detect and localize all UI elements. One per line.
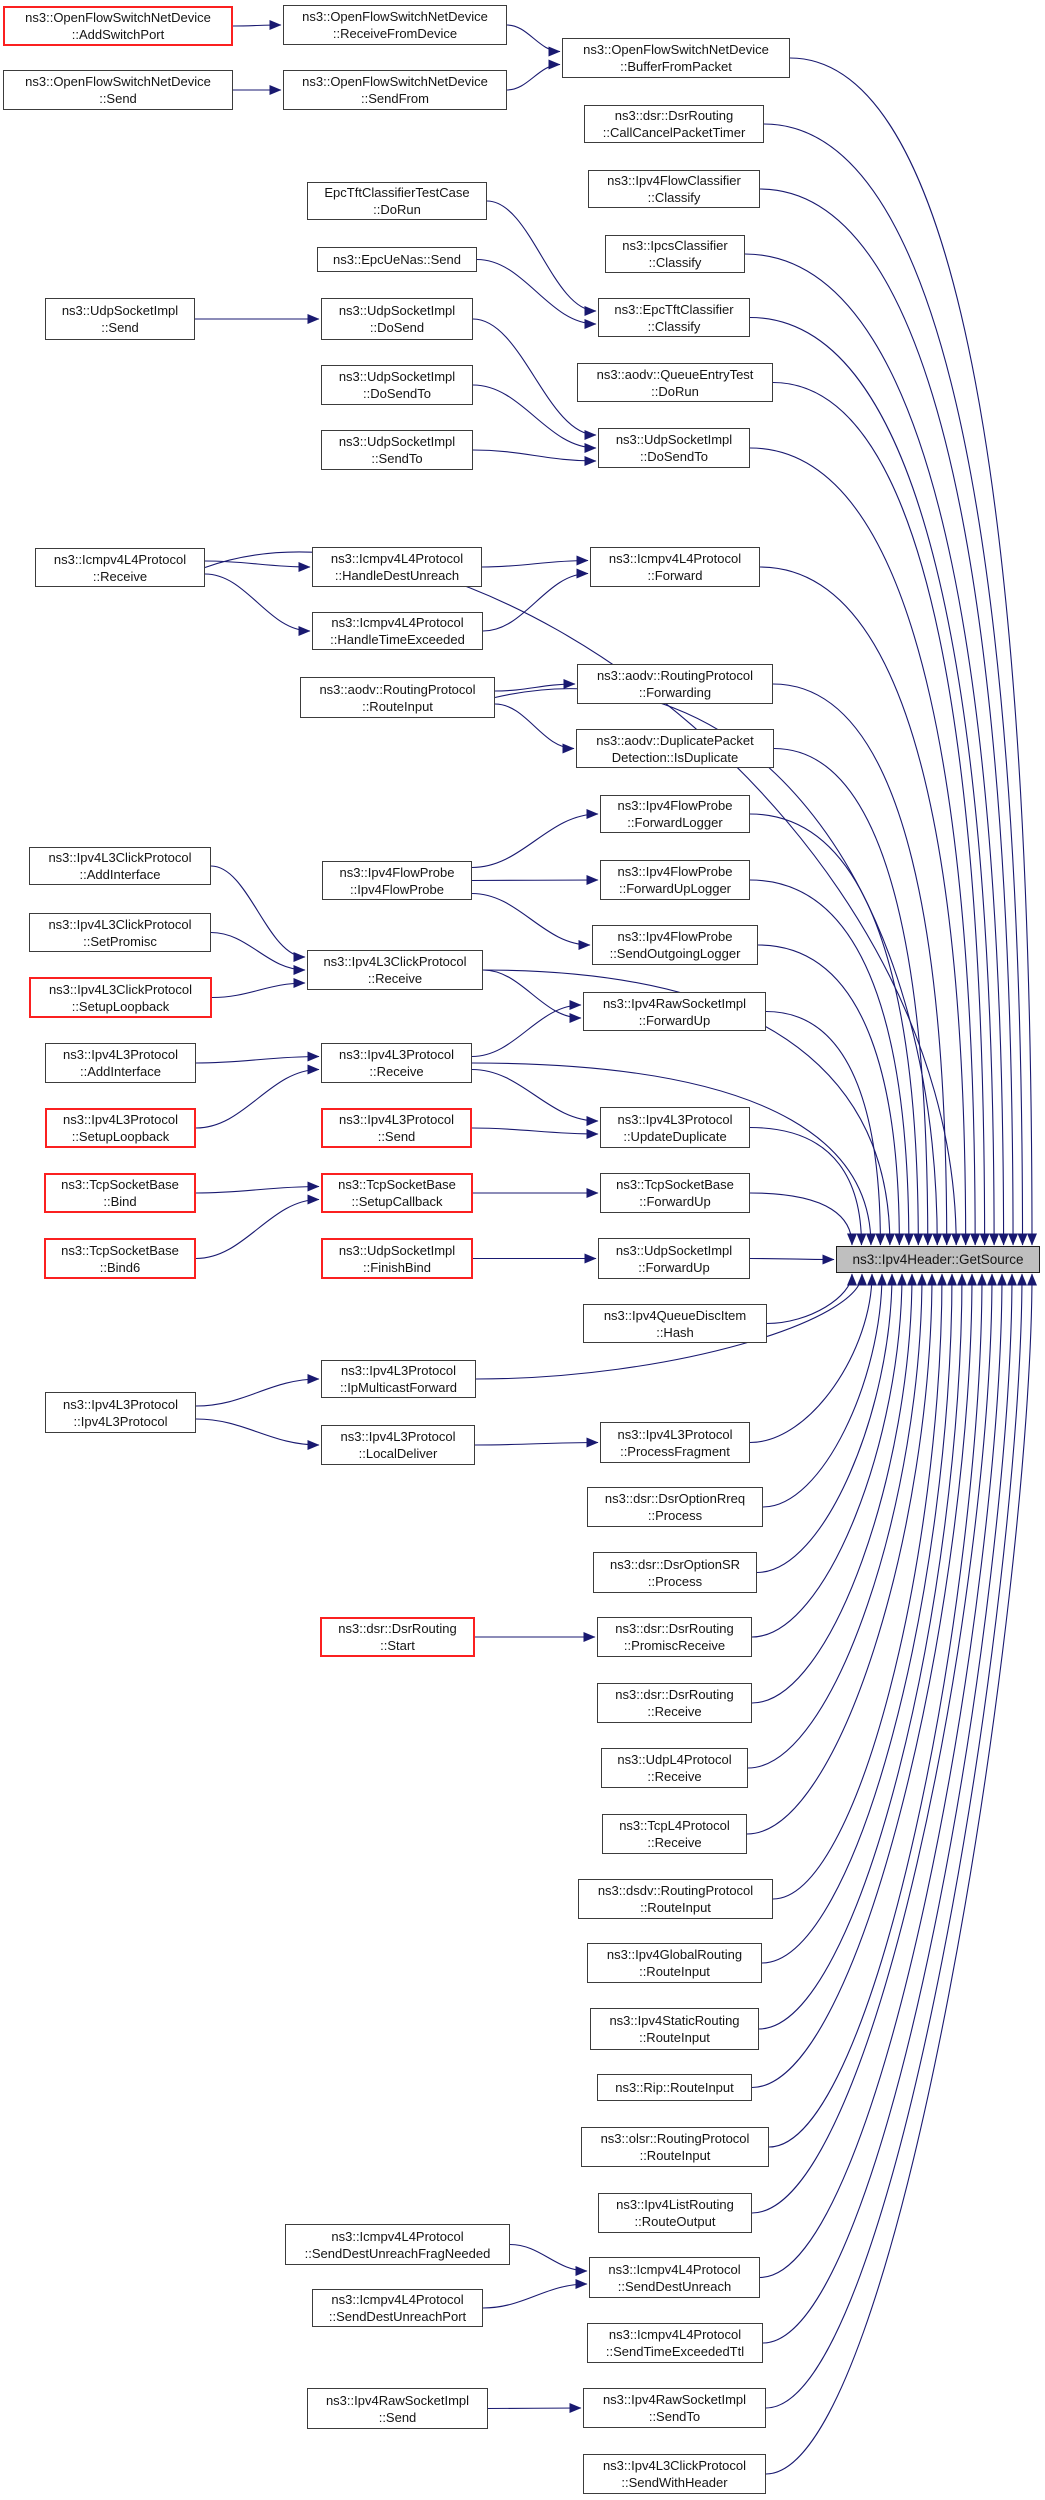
graph-node-label: ns3::IpcsClassifier bbox=[622, 238, 728, 253]
call-edge bbox=[752, 1274, 972, 2088]
graph-node-ipv4l3-send[interactable] bbox=[321, 1108, 472, 1148]
graph-node-rawsocket-sendto[interactable] bbox=[583, 2388, 766, 2428]
graph-node-label: ::SetPromisc bbox=[83, 933, 157, 949]
graph-node-label: ns3::OpenFlowSwitchNetDevice bbox=[302, 9, 488, 24]
call-edge bbox=[750, 1259, 834, 1260]
call-edge bbox=[196, 1200, 319, 1259]
call-edge bbox=[774, 749, 928, 1246]
call-edge bbox=[472, 894, 590, 946]
graph-node-flowprobe-sendoutgoinglogger[interactable] bbox=[592, 925, 758, 965]
graph-node-udpsocketimpl-sendto-mid[interactable] bbox=[321, 430, 473, 470]
graph-node-dsr-callcancelpackettimer[interactable] bbox=[584, 105, 764, 143]
graph-node-label: ns3::Ipv4L3Protocol bbox=[63, 1112, 178, 1127]
call-edge bbox=[472, 1128, 598, 1134]
graph-node-label: ns3::OpenFlowSwitchNetDevice bbox=[25, 10, 211, 25]
graph-node-ipv4l3-ctor[interactable] bbox=[45, 1392, 196, 1433]
graph-node-label: ns3::dsr::DsrOptionSR bbox=[609, 1556, 741, 1572]
call-edge bbox=[495, 689, 937, 1245]
call-edge bbox=[475, 1443, 598, 1446]
graph-node-tcp-bind[interactable] bbox=[44, 1173, 196, 1213]
graph-node-label: ns3::dsr::DsrRouting bbox=[614, 108, 734, 123]
call-edge bbox=[495, 704, 574, 749]
graph-node-label: ::Ipv4FlowProbe bbox=[350, 881, 444, 897]
call-edge bbox=[196, 1057, 319, 1064]
graph-node-label: ns3::Ipv4StaticRouting bbox=[609, 2013, 740, 2028]
graph-node-aodv-isduplicate[interactable] bbox=[576, 729, 774, 768]
graph-node-epctftclassifiertestcase-dorun[interactable] bbox=[307, 182, 487, 220]
graph-node-label: ns3::TcpSocketBase bbox=[61, 1242, 179, 1258]
graph-node-flowprobe-ipv4flowprobe[interactable] bbox=[322, 861, 472, 900]
call-edge bbox=[483, 2284, 587, 2308]
graph-node-label: ns3::aodv::RoutingProtocol bbox=[319, 681, 476, 697]
graph-node-label: ::Ipv4L3Protocol bbox=[73, 1413, 168, 1429]
graph-node-label: ns3::Ipv4L3Protocol bbox=[341, 1363, 456, 1378]
call-edge bbox=[748, 1274, 922, 1768]
graph-node-flowprobe-forwarduplogger[interactable] bbox=[600, 860, 750, 900]
graph-node-label: ::PromiscReceive bbox=[623, 1638, 726, 1653]
graph-node-label: ::Send bbox=[377, 1129, 416, 1144]
graph-node-dsr-start[interactable] bbox=[320, 1617, 475, 1657]
graph-node-click-addinterface[interactable] bbox=[29, 847, 211, 885]
graph-node-label: ns3::dsr::DsrRouting bbox=[338, 1621, 457, 1636]
graph-node-label: ::AddSwitchPort bbox=[71, 27, 165, 42]
graph-node-label: ns3::dsr::DsrOptionRreq bbox=[604, 1491, 746, 1506]
graph-node-label: ns3::Rip::RouteInput bbox=[615, 2080, 734, 2095]
graph-node-udp-forwardup[interactable] bbox=[598, 1238, 750, 1279]
call-edge bbox=[196, 1187, 319, 1194]
call-edge bbox=[759, 1274, 962, 2029]
graph-node-label: ns3::Ipv4RawSocketImpl bbox=[325, 2392, 470, 2408]
graph-node-label: ::Process bbox=[647, 1573, 703, 1589]
graph-node-epctftclassifier-classify[interactable] bbox=[598, 298, 750, 337]
graph-node-label: ::ForwardUp bbox=[638, 1012, 711, 1028]
call-edge bbox=[472, 1063, 871, 1245]
graph-node-click-sendwithheader[interactable] bbox=[583, 2454, 766, 2494]
graph-node-ipv4l3-updateduplicate[interactable] bbox=[600, 1107, 750, 1148]
graph-node-ofs-addswitchport[interactable] bbox=[3, 6, 233, 46]
call-edge bbox=[750, 1193, 852, 1245]
graph-node-label: ::SendWithHeader bbox=[621, 2475, 728, 2490]
graph-node-label: ns3::Icmpv4L4Protocol bbox=[608, 2327, 742, 2342]
graph-node-label: ::DoSendTo bbox=[363, 386, 431, 401]
graph-node-label: ns3::Ipv4FlowClassifier bbox=[607, 173, 741, 188]
graph-node-label: ::ForwardLogger bbox=[627, 815, 723, 830]
graph-node-label: ns3::Ipv4Header::GetSource bbox=[852, 1252, 1024, 1267]
graph-node-label: ::Start bbox=[380, 1638, 415, 1653]
call-edge bbox=[750, 1274, 872, 1443]
graph-node-label: ns3::Ipv4RawSocketImpl bbox=[602, 995, 747, 1011]
call-edge bbox=[488, 2408, 581, 2409]
graph-node-label: ns3::TcpSocketBase bbox=[616, 1177, 734, 1192]
graph-node-label: ns3::UdpSocketImpl bbox=[615, 1242, 733, 1258]
graph-node-label: ::Send bbox=[101, 320, 139, 335]
graph-node-label: ::DoRun bbox=[651, 383, 699, 399]
graph-node-label: ns3::Icmpv4L4Protocol bbox=[331, 615, 464, 630]
graph-node-label: ::Send bbox=[378, 2409, 417, 2425]
call-edge bbox=[196, 1419, 319, 1445]
graph-node-label: ns3::dsr::DsrRouting bbox=[615, 1687, 734, 1702]
graph-node-label: ns3::Ipv4GlobalRouting bbox=[606, 1947, 743, 1962]
graph-node-icmpv4-senddestunreach[interactable] bbox=[589, 2257, 760, 2298]
graph-node-udpsocketimpl-send[interactable] bbox=[45, 298, 195, 340]
graph-node-label: ns3::Ipv4L3Protocol bbox=[339, 1112, 454, 1127]
graph-node-label: ns3::dsdv::RoutingProtocol bbox=[597, 1883, 754, 1898]
graph-node-dsr-receive[interactable] bbox=[597, 1683, 752, 1723]
graph-node-label: ns3::Ipv4L3Protocol bbox=[339, 1047, 454, 1062]
graph-node-label: ::Receive bbox=[647, 1704, 702, 1719]
call-edge bbox=[773, 1274, 942, 1899]
graph-node-dsr-optionsr-process[interactable] bbox=[593, 1552, 757, 1593]
graph-node-epcuenas-send[interactable] bbox=[317, 247, 477, 272]
graph-node-label: ::RouteInput bbox=[362, 698, 433, 714]
graph-node-label: ::AddInterface bbox=[79, 867, 161, 882]
call-edge bbox=[196, 1379, 319, 1406]
graph-node-dsr-promiscreceive[interactable] bbox=[597, 1617, 752, 1657]
graph-node-label: ns3::Ipv4FlowProbe bbox=[339, 864, 455, 880]
graph-node-label: ns3::Ipv4L3ClickProtocol bbox=[48, 916, 192, 932]
graph-node-label: ::LocalDeliver bbox=[358, 1446, 438, 1461]
call-edge bbox=[211, 866, 305, 957]
graph-node-label: ::Receive bbox=[369, 1064, 424, 1079]
call-edge bbox=[211, 933, 305, 971]
graph-node-label: ::UpdateDuplicate bbox=[623, 1128, 727, 1144]
call-edge bbox=[757, 1274, 892, 1573]
graph-node-label: ::Forward bbox=[647, 568, 703, 583]
target-function-node bbox=[836, 1246, 1040, 1273]
call-edge bbox=[205, 552, 956, 1245]
call-edge bbox=[510, 2245, 587, 2272]
graph-node-label: ::BufferFromPacket bbox=[620, 59, 732, 74]
graph-node-label: ns3::Icmpv4L4Protocol bbox=[608, 2261, 741, 2277]
graph-node-label: ::SendTo bbox=[648, 2409, 701, 2424]
call-edge bbox=[758, 945, 899, 1245]
graph-node-tcp-setupcallback[interactable] bbox=[321, 1173, 473, 1213]
graph-node-ofs-receivefromdevice[interactable] bbox=[283, 5, 507, 45]
graph-node-label: ::ForwardUp bbox=[639, 1194, 711, 1209]
graph-node-icmpv4-handledestunreach[interactable] bbox=[312, 547, 482, 587]
call-edge bbox=[750, 448, 975, 1245]
graph-node-label: ::SendTimeExceededTtl bbox=[605, 2344, 745, 2359]
graph-node-label: ns3::UdpSocketImpl bbox=[338, 1242, 456, 1258]
graph-node-label: ::RouteInput bbox=[639, 2030, 710, 2045]
graph-node-label: ns3::Ipv4L3Protocol bbox=[63, 1047, 178, 1062]
call-edge bbox=[233, 25, 281, 26]
graph-node-label: ns3::Ipv4QueueDiscItem bbox=[603, 1307, 747, 1323]
graph-node-label: ns3::Ipv4L3ClickProtocol bbox=[602, 2458, 747, 2473]
call-edge bbox=[766, 1012, 880, 1246]
graph-node-label: ::SendDestUnreachFragNeeded bbox=[304, 2245, 491, 2261]
graph-node-label: ::ForwardUp bbox=[638, 1259, 710, 1275]
graph-node-label: ns3::Icmpv4L4Protocol bbox=[53, 551, 187, 567]
call-edge bbox=[750, 814, 918, 1245]
call-edge bbox=[212, 983, 305, 998]
graph-node-label: ::HandleDestUnreach bbox=[334, 568, 460, 583]
graph-node-icmpv4-senddestunreachfragneeded[interactable] bbox=[285, 2224, 510, 2265]
graph-node-label: ::Receive bbox=[647, 1835, 702, 1850]
call-edge bbox=[196, 1070, 319, 1129]
graph-node-dsr-optionrreq-process[interactable] bbox=[587, 1487, 763, 1527]
call-edge bbox=[473, 450, 596, 461]
call-edge bbox=[472, 1070, 598, 1122]
graph-node-icmpv4-handletimeexceeded[interactable] bbox=[312, 612, 483, 650]
call-edge bbox=[507, 65, 560, 91]
graph-node-label: ::Hash bbox=[656, 1324, 694, 1340]
graph-node-ipv4l3-localdeliver[interactable] bbox=[321, 1425, 475, 1465]
graph-node-ofs-bufferfrompacket[interactable] bbox=[562, 38, 790, 78]
graph-node-rawsocket-forwardup[interactable] bbox=[583, 992, 766, 1031]
graph-node-label: ns3::Ipv4FlowProbe bbox=[617, 798, 733, 813]
call-edge bbox=[507, 25, 560, 52]
graph-node-label: ::Send bbox=[99, 91, 137, 106]
graph-node-ipv4list-routeoutput[interactable] bbox=[598, 2193, 752, 2233]
graph-node-label: ::DoSend bbox=[369, 320, 425, 335]
graph-node-label: ns3::Ipv4FlowProbe bbox=[617, 929, 733, 944]
call-edge bbox=[773, 383, 985, 1246]
call-edge bbox=[760, 567, 966, 1245]
graph-node-label: ::Classify bbox=[647, 190, 701, 205]
graph-node-label: ns3::EpcTftClassifier bbox=[614, 301, 734, 317]
graph-node-label: ::SendDestUnreachPort bbox=[328, 2309, 467, 2324]
graph-node-udpl4-receive[interactable] bbox=[601, 1748, 748, 1788]
graph-node-udpsocketimpl-dosendto[interactable] bbox=[598, 428, 750, 468]
graph-node-ipv4global-routeinput[interactable] bbox=[587, 1943, 762, 1983]
graph-node-label: ns3::Ipv4L3Protocol bbox=[63, 1396, 178, 1412]
graph-node-label: ::Classify bbox=[647, 318, 701, 334]
graph-node-ofs-sendfrom[interactable] bbox=[283, 70, 507, 110]
graph-node-label: ::IpMulticastForward bbox=[339, 1380, 458, 1395]
graph-node-label: ns3::Ipv4RawSocketImpl bbox=[602, 2392, 747, 2407]
graph-node-label: ns3::UdpSocketImpl bbox=[61, 303, 179, 318]
graph-node-label: ns3::Ipv4L3Protocol bbox=[617, 1111, 733, 1127]
graph-node-click-setuploopback[interactable] bbox=[29, 977, 212, 1018]
graph-node-label: ::SendDestUnreach bbox=[617, 2278, 732, 2294]
call-edge bbox=[750, 318, 994, 1246]
graph-node-icmpv4-forward[interactable] bbox=[590, 547, 760, 587]
graph-node-olsr-routeinput[interactable] bbox=[581, 2127, 769, 2167]
graph-node-label: ::SetupLoopback bbox=[71, 1129, 170, 1144]
graph-node-label: ns3::OpenFlowSwitchNetDevice bbox=[583, 42, 769, 57]
graph-node-aodv-routeinput[interactable] bbox=[300, 677, 495, 718]
graph-node-label: ::ForwardUpLogger bbox=[619, 881, 731, 896]
call-edge bbox=[752, 1274, 912, 1703]
graph-node-queuedisc-hash[interactable] bbox=[583, 1304, 767, 1343]
graph-node-label: ::Process bbox=[647, 1508, 703, 1523]
graph-node-label: ns3::Icmpv4L4Protocol bbox=[331, 2228, 464, 2244]
graph-node-label: ::SetupCallback bbox=[351, 1194, 443, 1209]
call-edge bbox=[483, 574, 588, 632]
graph-node-label: ::Receive bbox=[92, 568, 148, 584]
graph-node-icmpv4-sendtimeexceededttl[interactable] bbox=[587, 2323, 763, 2363]
graph-node-label: ns3::UdpSocketImpl bbox=[338, 369, 456, 384]
graph-node-label: ::ReceiveFromDevice bbox=[332, 26, 458, 41]
graph-node-label: ns3::dsr::DsrRouting bbox=[615, 1621, 734, 1636]
graph-node-label: ns3::UdpSocketImpl bbox=[338, 434, 456, 449]
call-edge bbox=[773, 684, 947, 1245]
graph-node-label: ns3::aodv::DuplicatePacket bbox=[596, 732, 754, 748]
graph-node-label: ns3::olsr::RoutingProtocol bbox=[600, 2131, 750, 2146]
graph-node-label: ns3::UdpL4Protocol bbox=[617, 1752, 732, 1767]
call-edge bbox=[764, 124, 1023, 1245]
graph-node-label: ns3::TcpL4Protocol bbox=[619, 1818, 730, 1833]
graph-node-label: ns3::TcpSocketBase bbox=[338, 1177, 456, 1192]
call-edge bbox=[767, 1274, 852, 1324]
call-edge bbox=[752, 1274, 902, 1637]
graph-node-label: ns3::Ipv4L3ClickProtocol bbox=[48, 981, 193, 997]
graph-node-label: ns3::Ipv4FlowProbe bbox=[617, 864, 733, 879]
graph-node-label: ::Receive bbox=[647, 1769, 702, 1784]
graph-node-rawsocket-send[interactable] bbox=[307, 2388, 488, 2429]
graph-node-label: ::ProcessFragment bbox=[620, 1443, 730, 1459]
graph-node-label: ::CallCancelPacketTimer bbox=[602, 125, 746, 140]
call-edge bbox=[762, 1274, 952, 1963]
call-edge bbox=[205, 574, 310, 631]
graph-node-flowprobe-forwardlogger[interactable] bbox=[600, 795, 750, 833]
graph-node-label: ::HandleTimeExceeded bbox=[330, 632, 465, 647]
graph-node-label: ns3::UdpSocketImpl bbox=[615, 432, 733, 447]
graph-node-label: ::FinishBind bbox=[363, 1259, 431, 1275]
graph-node-icmpv4-receive[interactable] bbox=[35, 548, 205, 587]
graph-node-ipv4l3-processfragment[interactable] bbox=[600, 1422, 750, 1463]
call-edge bbox=[487, 201, 596, 311]
graph-node-ipv4l3-addinterface[interactable] bbox=[45, 1043, 196, 1083]
graph-node-click-setpromisc[interactable] bbox=[29, 913, 211, 952]
call-edge bbox=[477, 260, 596, 325]
graph-node-label: ::SendTo bbox=[371, 451, 423, 466]
graph-node-label: ns3::EpcUeNas::Send bbox=[333, 252, 461, 267]
graph-node-label: ns3::Ipv4L3ClickProtocol bbox=[323, 954, 467, 969]
graph-node-rip-routeinput[interactable] bbox=[597, 2074, 752, 2101]
graph-node-ipv4l3-setuploopback[interactable] bbox=[45, 1108, 196, 1148]
graph-node-label: ns3::Ipv4L3Protocol bbox=[340, 1429, 456, 1444]
graph-node-icmpv4-senddestunreachport[interactable] bbox=[312, 2289, 483, 2327]
call-edge bbox=[472, 814, 598, 868]
graph-node-ipcsclassifier-classify[interactable] bbox=[605, 235, 745, 273]
graph-node-ipv4l3-ipmulticastforward[interactable] bbox=[321, 1360, 476, 1398]
graph-node-udpsocketimpl-dosend[interactable] bbox=[321, 298, 473, 340]
graph-node-label: ::Forwarding bbox=[638, 685, 712, 700]
graph-node-label: ::SetupLoopback bbox=[71, 998, 170, 1014]
graph-node-label: ns3::aodv::RoutingProtocol bbox=[596, 668, 754, 683]
graph-node-label: ::Classify bbox=[648, 255, 702, 270]
graph-node-label: ns3::Ipv4L3Protocol bbox=[617, 1426, 733, 1442]
graph-node-label: ns3::OpenFlowSwitchNetDevice bbox=[302, 74, 488, 89]
graph-node-label: ::Bind6 bbox=[99, 1259, 141, 1275]
graph-node-label: EpcTftClassifierTestCase bbox=[324, 185, 470, 200]
call-edge bbox=[766, 1274, 1032, 2474]
graph-node-dsdv-routeinput[interactable] bbox=[578, 1879, 773, 1919]
graph-node-label: ::RouteInput bbox=[639, 1964, 710, 1979]
graph-node-tcp-forwardup[interactable] bbox=[600, 1173, 750, 1213]
graph-node-label: ns3::Icmpv4L4Protocol bbox=[608, 551, 742, 566]
graph-node-label: ns3::Icmpv4L4Protocol bbox=[331, 2292, 464, 2307]
call-edge bbox=[482, 561, 588, 568]
graph-node-label: ::RouteInput bbox=[639, 2148, 711, 2163]
graph-node-ofs-send[interactable] bbox=[3, 70, 233, 110]
graph-node-label: ::AddInterface bbox=[80, 1064, 161, 1079]
call-edge bbox=[760, 189, 1013, 1245]
call-edge bbox=[483, 970, 581, 1018]
graph-node-label: ns3::aodv::QueueEntryTest bbox=[596, 366, 754, 382]
call-edge bbox=[495, 684, 575, 691]
call-edge bbox=[472, 1005, 581, 1057]
graph-node-label: ns3::Ipv4ListRouting bbox=[616, 2197, 734, 2212]
graph-node-label: ::DoRun bbox=[373, 202, 421, 217]
graph-node-label: ::Bind bbox=[103, 1194, 137, 1209]
graph-node-udpsocketimpl-dosendto-mid[interactable] bbox=[321, 365, 473, 405]
graph-node-aodv-queueentrytest-dorun[interactable] bbox=[577, 363, 773, 402]
graph-node-udp-finishbind[interactable] bbox=[321, 1238, 473, 1279]
graph-node-ipv4static-routeinput[interactable] bbox=[590, 2008, 759, 2050]
graph-node-label: ns3::Ipv4L3ClickProtocol bbox=[48, 850, 192, 865]
graph-node-label: ns3::Icmpv4L4Protocol bbox=[330, 551, 464, 566]
graph-node-tcp-bind6[interactable] bbox=[44, 1238, 196, 1279]
graph-node-label: ::DoSendTo bbox=[640, 449, 708, 464]
graph-node-label: ::RouteOutput bbox=[634, 2214, 716, 2229]
graph-node-ipv4flowclassifier-classify[interactable] bbox=[588, 170, 760, 208]
graph-node-aodv-forwarding[interactable] bbox=[577, 664, 773, 704]
graph-node-click-receive[interactable] bbox=[307, 950, 483, 990]
graph-node-label: ns3::OpenFlowSwitchNetDevice bbox=[25, 74, 211, 89]
graph-node-label: ::SendFrom bbox=[361, 91, 429, 106]
graph-node-label: ::Receive bbox=[367, 971, 423, 986]
graph-node-label: ::SendOutgoingLogger bbox=[609, 946, 741, 961]
graph-node-label: ns3::TcpSocketBase bbox=[61, 1177, 179, 1192]
call-edge bbox=[472, 880, 598, 881]
graph-node-label: ns3::UdpSocketImpl bbox=[338, 303, 456, 318]
call-edge bbox=[750, 1128, 861, 1246]
graph-node-label: Detection::IsDuplicate bbox=[611, 749, 739, 765]
graph-node-ipv4l3-receive[interactable] bbox=[321, 1043, 472, 1083]
graph-node-tcpl4-receive[interactable] bbox=[602, 1814, 747, 1854]
graph-node-label: ::RouteInput bbox=[640, 1900, 711, 1915]
